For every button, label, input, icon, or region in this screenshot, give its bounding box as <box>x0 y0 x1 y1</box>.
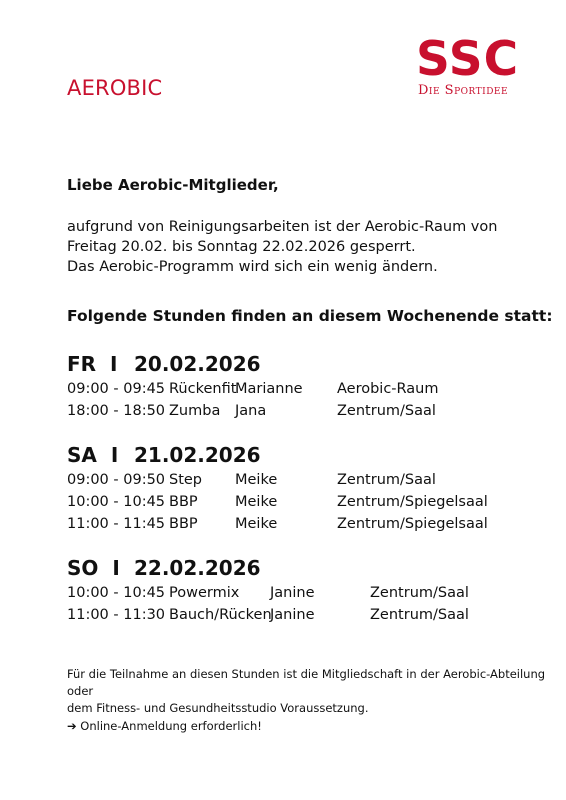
class-course: Bauch/Rücken <box>169 607 272 623</box>
class-room: Zentrum/Saal <box>337 403 436 419</box>
day-block-friday <box>67 350 439 422</box>
day-block-saturday <box>67 441 488 535</box>
class-room: Zentrum/Saal <box>370 585 469 601</box>
footer-note-line-3: dem Fitness- und Gesundheitsstudio Voraussetzung. <box>67 701 369 715</box>
section-title: AEROBIC <box>67 76 163 100</box>
class-trainer: Jana <box>235 403 267 419</box>
schedule-row <box>67 469 436 491</box>
class-course: Powermix <box>169 585 240 601</box>
class-trainer: Janine <box>270 585 315 601</box>
intro-line-2: Freitag 20.02. bis Sonntag 22.02.2026 gesperrt. <box>67 239 416 255</box>
day-heading <box>67 441 261 469</box>
class-course: Zumba <box>169 403 221 419</box>
schedule-row <box>67 378 439 400</box>
day-date: 21.02.2026 <box>134 443 261 467</box>
class-time: 09:00 - 09:45 <box>67 381 166 397</box>
logo-tagline: Die Sportidee <box>418 83 509 98</box>
class-trainer: Janine <box>270 607 315 623</box>
day-abbrev: FR I <box>67 352 118 376</box>
schedule-row <box>67 491 488 513</box>
schedule-row <box>67 582 469 604</box>
class-trainer: Marianne <box>235 381 303 397</box>
intro-line-3: Das Aerobic-Programm wird sich ein wenig ändern. <box>67 259 438 275</box>
schedule-row <box>67 513 488 535</box>
class-time: 11:00 - 11:45 <box>67 516 166 532</box>
class-time: 09:00 - 09:50 <box>67 472 166 488</box>
class-room: Zentrum/Spiegelsaal <box>337 516 488 532</box>
day-heading <box>67 554 261 582</box>
class-time: 11:00 - 11:30 <box>67 607 166 623</box>
class-course: Step <box>169 472 203 488</box>
class-room: Zentrum/Spiegelsaal <box>337 494 488 510</box>
footer-note-line-2: oder <box>67 684 94 698</box>
class-course: BBP <box>169 516 198 532</box>
day-date: 20.02.2026 <box>134 352 261 376</box>
day-abbrev: SA I <box>67 443 119 467</box>
class-course: BBP <box>169 494 198 510</box>
day-abbrev: SO I <box>67 556 120 580</box>
class-room: Zentrum/Saal <box>370 607 469 623</box>
class-trainer: Meike <box>235 516 278 532</box>
class-time: 10:00 - 10:45 <box>67 585 166 601</box>
day-date: 22.02.2026 <box>134 556 261 580</box>
class-time: 18:00 - 18:50 <box>67 403 166 419</box>
greeting: Liebe Aerobic-Mitglieder, <box>67 176 279 194</box>
footer-note-line-1: Für die Teilnahme an diesen Stunden ist die Mitgliedschaft in der Aerobic-Abteilung <box>67 667 546 681</box>
day-heading <box>67 350 261 378</box>
class-room: Aerobic-Raum <box>337 381 439 397</box>
class-time: 10:00 - 10:45 <box>67 494 166 510</box>
class-course: Rückenfit <box>169 381 237 397</box>
schedule-row <box>67 604 469 626</box>
logo-mark: SSC <box>416 32 520 87</box>
schedule-row <box>67 400 436 422</box>
day-block-sunday <box>67 554 469 626</box>
schedule-heading: Folgende Stunden finden an diesem Wochenende statt: <box>67 307 553 325</box>
class-trainer: Meike <box>235 472 278 488</box>
ssc-logo <box>416 32 526 100</box>
class-trainer: Meike <box>235 494 278 510</box>
footer-note-line-4: ➔ Online-Anmeldung erforderlich! <box>67 719 262 733</box>
class-room: Zentrum/Saal <box>337 472 436 488</box>
intro-line-1: aufgrund von Reinigungsarbeiten ist der Aerobic-Raum von <box>67 219 498 235</box>
